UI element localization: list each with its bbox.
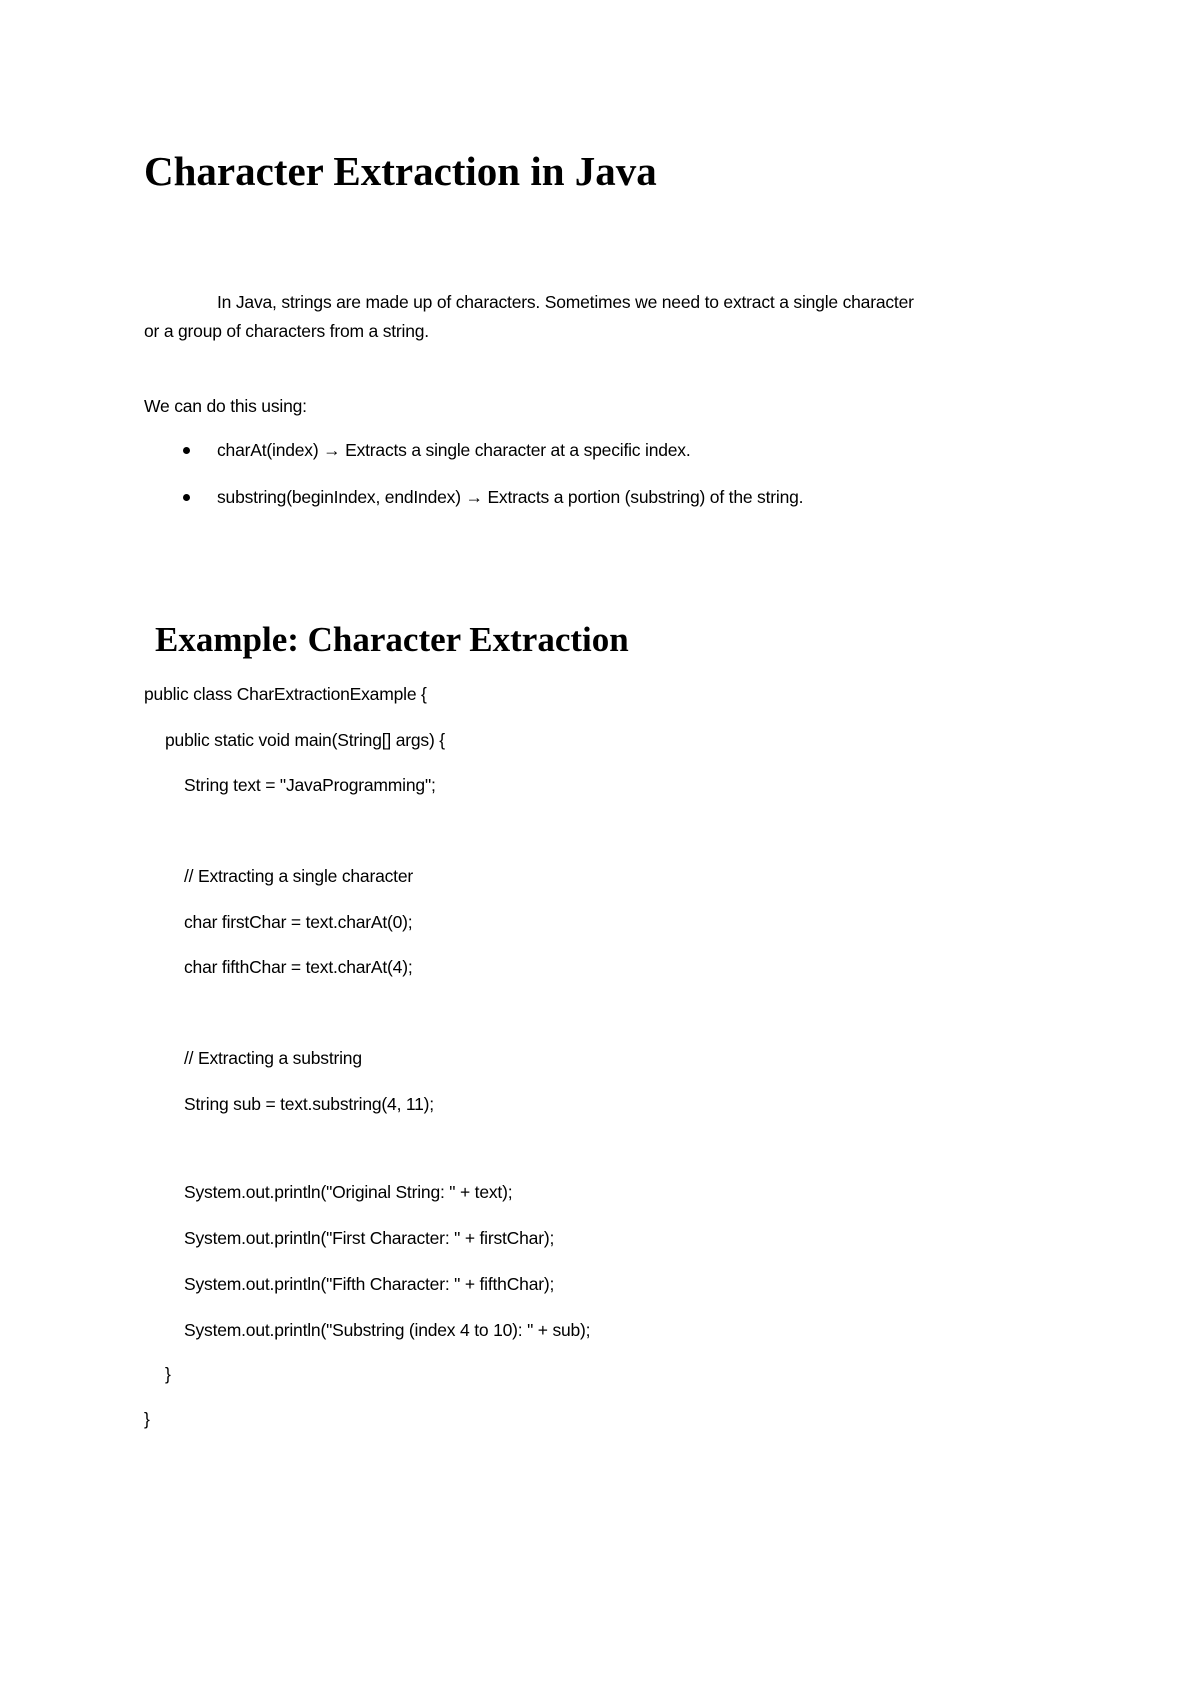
code-closing-brace: } (165, 1364, 171, 1384)
bullet-item-substring: substring(beginIndex, endIndex) → Extracts a portion (substring) of the string. (217, 487, 804, 507)
example-heading: Example: Character Extraction (155, 620, 629, 659)
code-line: public static void main(String[] args) { (165, 730, 445, 750)
code-line: System.out.println("Original String: " + text); (184, 1182, 513, 1202)
bullet-icon (183, 447, 190, 454)
intro-paragraph-line-2: or a group of characters from a string. (144, 321, 429, 341)
code-line: String sub = text.substring(4, 11); (184, 1094, 434, 1114)
code-closing-brace: } (144, 1409, 150, 1429)
bullet-item-charat: charAt(index) → Extracts a single character at a specific index. (217, 440, 691, 460)
code-line: System.out.println("Fifth Character: " + fifthChar); (184, 1274, 555, 1294)
methods-intro: We can do this using: (144, 396, 307, 416)
code-comment: // Extracting a single character (184, 866, 413, 886)
bullet-icon (183, 494, 190, 501)
code-line: System.out.println("Substring (index 4 to 10): " + sub); (184, 1320, 591, 1340)
page-title: Character Extraction in Java (144, 148, 657, 194)
code-line: char firstChar = text.charAt(0); (184, 912, 413, 932)
code-line: char fifthChar = text.charAt(4); (184, 957, 413, 977)
code-line: System.out.println("First Character: " + firstChar); (184, 1228, 555, 1248)
code-line: public class CharExtractionExample { (144, 684, 427, 704)
code-line: String text = "JavaProgramming"; (184, 775, 436, 795)
intro-paragraph-line-1: In Java, strings are made up of characters. Sometimes we need to extract a single character (217, 292, 914, 312)
code-comment: // Extracting a substring (184, 1048, 362, 1068)
